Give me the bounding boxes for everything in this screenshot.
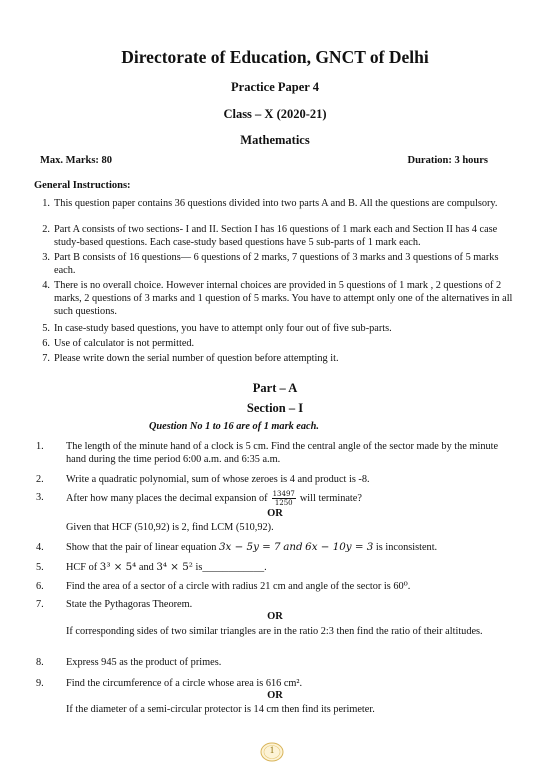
instruction-item (36, 337, 518, 350)
subject-label: Mathematics (240, 133, 310, 147)
alternative-question: If corresponding sides of two similar triangles are in the ratio 2:3 then find the ratio of their altitudes. (66, 626, 483, 637)
instruction-text: Use of calculator is not permitted. (54, 338, 195, 349)
fraction-denominator: 1250 (274, 499, 293, 507)
or-label: OR (267, 611, 283, 622)
equation-1: 3x − 5y = 7 (218, 541, 281, 553)
paper-name: Practice Paper 4 (231, 80, 319, 94)
or-label: OR (267, 508, 283, 519)
question-text (66, 541, 518, 554)
equation-2: 6x − 10y = 3 (305, 541, 374, 553)
and-word: and (283, 541, 303, 553)
question-6 (36, 580, 518, 593)
alternative-question: If the diameter of a semi-circular protector is 14 cm then find its perimeter. (66, 704, 375, 715)
instruction-number: 1. (42, 198, 50, 209)
question-text: Express 945 as the product of primes. (66, 657, 222, 668)
instruction-number: 3. (42, 252, 50, 263)
expression-a: 3³ × 5⁴ (99, 561, 137, 573)
question-text-pre: Show that the pair of linear equation (66, 542, 217, 553)
instruction-number: 7. (42, 353, 50, 364)
instruction-item (36, 322, 518, 335)
or-label: OR (267, 690, 283, 701)
instruction-item (36, 197, 518, 210)
instruction-number: 2. (42, 224, 50, 235)
question-number: 3. (36, 492, 44, 503)
expression-b: 3⁴ × 5² (156, 561, 193, 573)
question-text (66, 490, 518, 507)
instruction-text: Part B consists of 16 questions— 6 questions of 2 marks, 7 questions of 3 marks and 3 questions of 5 marks each. (54, 252, 499, 277)
question-text-post: is inconsistent. (375, 542, 438, 553)
instruction-text: Please write down the serial number of question before attempting it. (54, 353, 339, 364)
page-number (259, 741, 285, 763)
fraction (272, 490, 296, 507)
instruction-item (36, 251, 518, 277)
question-number: 7. (36, 599, 44, 610)
question-5 (36, 561, 518, 574)
instruction-item (36, 352, 518, 365)
question-2 (36, 473, 518, 486)
instruction-item (36, 223, 518, 249)
instruction-text: Part A consists of two sections- I and II. Section I has 16 questions of 1 mark each and Section II has 4 case study-based questions. Each case-study based questions have 5 sub-parts of 1 mark each. (54, 224, 498, 249)
question-number: 2. (36, 474, 44, 485)
question-4 (36, 541, 518, 554)
question-9 (36, 677, 518, 690)
question-number: 8. (36, 657, 44, 668)
alternative-question: Given that HCF (510,92) is 2, find LCM (510,92). (66, 522, 274, 533)
question-text: Find the area of a sector of a circle with radius 21 cm and angle of the sector is 60⁰. (66, 581, 411, 592)
duration: Duration: 3 hours (407, 155, 488, 166)
question-text: Write a quadratic polynomial, sum of whose zeroes is 4 and product is -8. (66, 474, 370, 485)
max-marks: Max. Marks: 80 (40, 155, 113, 166)
instruction-number: 6. (42, 338, 50, 349)
part-title: Part – A (252, 381, 298, 395)
question-text: Find the circumference of a circle whose area is 616 cm². (66, 678, 303, 689)
section-title: Section – I (246, 401, 304, 415)
fraction-numerator: 13497 (272, 490, 295, 498)
question-text (66, 561, 518, 574)
question-number: 1. (36, 441, 44, 452)
instruction-number: 5. (42, 323, 50, 334)
class-label: Class – X (2020-21) (223, 107, 327, 121)
instructions-heading: General Instructions: (34, 180, 131, 191)
question-3 (36, 487, 518, 507)
question-text-post: will terminate? (299, 492, 362, 504)
question-text-pre: HCF of (66, 562, 98, 573)
question-text-post: is____________. (195, 562, 267, 573)
instruction-text: There is no overall choice. However internal choices are provided in 5 questions of 1 mark , 2 questions of 2 marks, 2 questions of 3 marks and 1 question of 5 marks. You have to attempt only one of the alternatives in all such questions. (54, 280, 513, 318)
question-number: 5. (36, 562, 44, 573)
question-number: 4. (36, 542, 44, 553)
instruction-text: In case-study based questions, you have to attempt only four out of five sub-parts. (54, 323, 392, 334)
instruction-number: 4. (42, 280, 50, 291)
question-text: State the Pythagoras Theorem. (66, 599, 193, 610)
question-text: The length of the minute hand of a clock is 5 cm. Find the central angle of the sector made by the minute hand during the time period 6:00 a.m. and 6:35 a.m. (66, 441, 499, 466)
and-word: and (138, 562, 154, 573)
instruction-text: This question paper contains 36 questions divided into two parts A and B. All the questions are compulsory. (54, 198, 498, 209)
instruction-item (36, 279, 518, 319)
question-1 (36, 440, 518, 466)
document-title: Directorate of Education, GNCT of Delhi (121, 47, 429, 67)
section-note-text: Question No 1 to 16 are of 1 mark each. (149, 421, 319, 432)
question-text-pre: After how many places the decimal expansion of (66, 492, 268, 504)
question-8 (36, 656, 518, 669)
question-number: 6. (36, 581, 44, 592)
question-7 (36, 598, 518, 611)
page-number-text: 1 (269, 745, 275, 755)
question-number: 9. (36, 678, 44, 689)
